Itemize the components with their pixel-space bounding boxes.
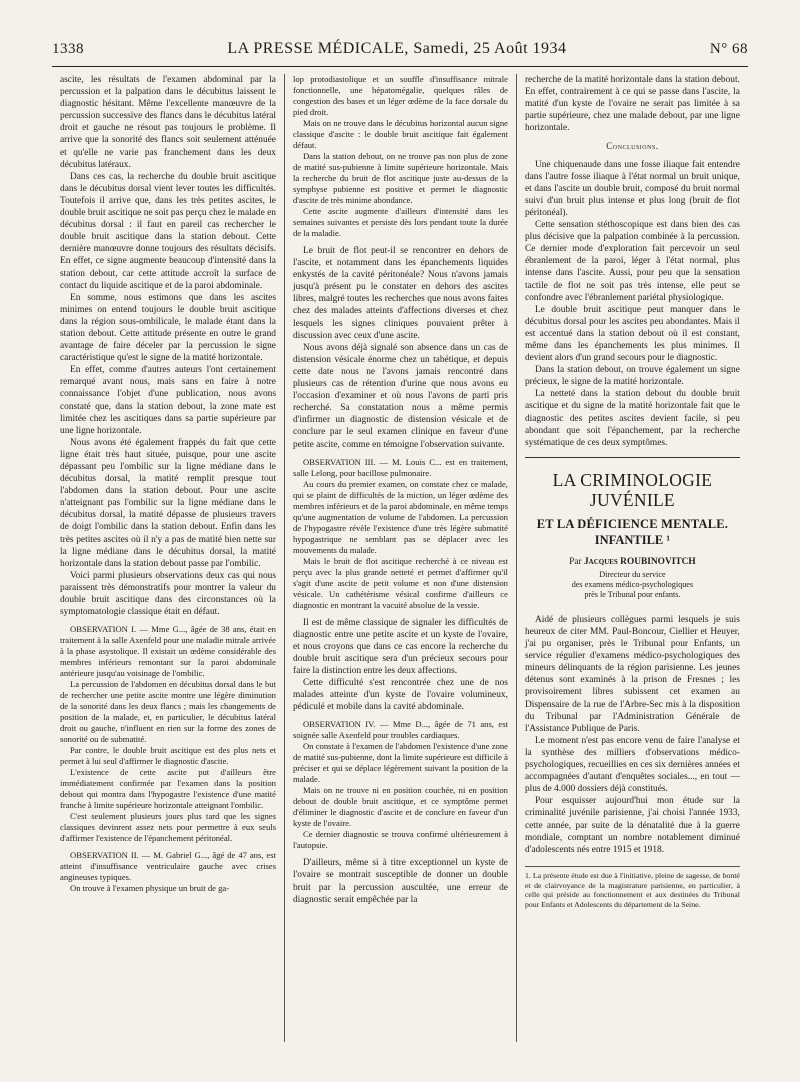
observation-paragraph: OBSERVATION III. — M. Louis C... est en traitement, salle Lelong, pour bacillose pulmonaire. (292, 456, 508, 478)
observation-paragraph: lop protodiastolique et un souffle d'insuffisance mitrale fonctionnelle, une hépatomégalie, quelques râles de congestion des bases et un léger œdème de la face dorsale du pied droit. (292, 74, 508, 117)
author-role (525, 570, 740, 600)
observation-paragraph: C'est seulement plusieurs jours plus tard que les signes classiques devinrent assez nets pour permettre à eux seuls d'affirmer l'existence de l'épanchement péritonéal. (60, 811, 276, 844)
article-subtitle: ET LA DÉFICIENCE MENTALE. (536, 516, 729, 531)
paragraph: Le bruit de flot peut-il se rencontrer en dehors de l'ascite, et notamment dans les épanchements liquides enkystés de la cavité péritonéale? Nous n'avons jamais jusqu'à présent pu le constater en dehors des ascites libres, malgré toutes les recherches que nous avons faites chez des malades atteints d'affections diverses et chez lesquels les signes cliniques pouvaient prêter à discussion avec ceux d'une ascite. (292, 246, 508, 341)
paragraph: Cette sensation stéthoscopique est dans bien des cas plus décisive que la palpation combinée à la percussion. Ce dernier mode d'exploration fait percevoir un seul ébranlement de la paroi, léger à l'état normal, plus intense dans l'ascite. Aussi, pour peu que la sensation tactile de flot ne soit pas très intense, elle peut se confondre avec l'ébranlement pariétal physiologique. (524, 220, 740, 303)
observation-paragraph: L'existence de cette ascite put d'ailleurs être immédiatement confirmée par l'examen dans la position debout qui montra dans l'hypogastre l'existence d'une matité franche à limite supérieure horizontale atteignant l'ombilic. (60, 767, 276, 811)
paragraph: recherche de la matité horizontale dans la station debout. En effet, contrairement à ce qui se passe dans l'ascite, la matité d'un kyste de l'ovaire ne serait pas limitée à sa partie supérieure, chez une malade debout, par une ligne horizontale. (524, 75, 740, 134)
paragraph: La netteté dans la station debout du double bruit ascitique et du signe de la matité horizontale fait que le diagnostic des petites ascites devient facile, si peu abondant que soit l'épanchement, par la recherche systématique de ces deux symptômes. (524, 389, 740, 448)
role-line: près le Tribunal pour enfants. (584, 589, 681, 599)
observation-paragraph: OBSERVATION I. — Mme G..., âgée de 38 ans, était en traitement à la salle Axenfeld pour une maladie mitrale arrivée à la phase asystolique. Il existait un œdème considérable des membres inférieurs remontant sur la paroi abdominale antérieure jusqu'au voisinage de l'ombilic. (60, 624, 276, 679)
column-1 (52, 74, 284, 1042)
paragraph: Nous avons déjà signalé son absence dans un cas de distension vésicale énorme chez un tabétique, et depuis cette date nous ne l'avons jamais rencontré dans plusieurs cas de rétention d'urine que nous avons eu l'occasion d'examiner et où nous l'avons de parti pris recherché. Sa constatation nous a même permis d'infirmer un diagnostic de distension vésicale et de conclure par le seul examen clinique en faveur d'une petite ascite, comme en témoigne l'observation suivante. (292, 342, 508, 450)
role-line: des examens médico-psychologiques (571, 579, 694, 589)
paragraph: Le double bruit ascitique peut manquer dans le décubitus dorsal pour les ascites peu abondantes. Mais il est accentué dans la station debout où il est constant, même dans les épanchements les plus minimes. Il devient alors d'un grand secours pour le diagnostic. (524, 304, 740, 364)
article-title: LA CRIMINOLOGIE JUVÉNILE (552, 469, 713, 510)
paragraph: Une chiquenaude dans une fosse iliaque fait entendre dans l'autre fosse iliaque à l'état normal un bruit unique, et dans l'ascite un double bruit, composé du bruit normal suivi d'un bruit plus intense et plus long (bruit de flot péritonéal). (524, 159, 740, 218)
paragraph: ascite, les résultats de l'examen abdominal par la percussion et la palpation dans le décubitus laissent le diagnostic hésitant. Même l'excellente manœuvre de la percussion successive des flancs dans le décubitus latéral droit et gauche ne résout pas toujours le problème. Il arrive que la sonorité des flancs soit seulement atténuée et qu'elle ne varie pas franchement dans les deux décubitus latéraux. (60, 75, 276, 170)
author-name: Jacques ROUBINOVITCH (583, 556, 696, 567)
observation-paragraph: OBSERVATION II. — M. Gabriel G..., âgé de 47 ans, est atteint d'insuffisance ventriculaire gauche avec crises angineuses typiques. (60, 850, 276, 883)
observation-paragraph: Dans la station debout, on ne trouve pas non plus de zone de matité sus-pubienne à limite supérieure horizontale. Mais la recherche du bruit de flot ascitique juste au-dessus de la symphyse pubienne est positive et permet le diagnostic d'ascite de très minime abondance. (292, 151, 508, 205)
paragraph: Cette difficulté s'est rencontrée chez une de nos malades atteinte d'un kyste de l'ovaire volumineux, pédiculé et mobile dans la cavité abdominale. (292, 678, 508, 713)
observation-paragraph: OBSERVATION IV. — Mme D..., âgée de 71 ans, est soignée salle Axenfeld pour troubles cardiaques. (292, 719, 508, 741)
paragraph: En somme, nous estimons que dans les ascites minimes on entend toujours le double bruit ascitique dans la région sous-ombilicale, le malade étant dans la station debout. Cette attitude présente en outre le grand avantage de faire déceler par la percussion le signe caractéristique qu'est le signe de la matité horizontale. (60, 292, 276, 364)
role-line: Directeur du service (599, 569, 666, 579)
new-article (525, 457, 740, 910)
observation-paragraph: Mais on ne trouve ni en position couchée, ni en position debout de double bruit ascitique, et ce symptôme permet d'éliminer le diagnostic d'ascite et de conclure en faveur d'un kyste de l'ovaire. (292, 785, 508, 829)
column-3 (516, 74, 748, 1042)
observation-paragraph: Ce dernier diagnostic se trouva confirmé ultérieurement à l'autopsie. (292, 829, 508, 851)
paragraph: Le moment n'est pas encore venu de faire l'analyse et la synthèse des milliers d'observations médico-psychologiques, recueillies en ces six dernières années et accompagnées d'autant d'enquêtes sociales..., en tout — plus de 4.000 dossiers déjà constitués. (524, 735, 740, 795)
page-number: 1338 (52, 41, 84, 57)
article-columns (52, 74, 748, 1042)
observation-paragraph: Mais le bruit de flot ascitique recherché à ce niveau est perçu avec la plus grande netteté et permet d'affirmer qu'il s'agit d'une ascite de petit volume et non d'une distension vésicale. Un cathétérisme vésical confirme d'ailleurs ce diagnostic en montrant la vacuité absolue de la vessie. (292, 555, 508, 610)
journal-title: LA PRESSE MÉDICALE, Samedi, 25 Août 1934 (227, 40, 567, 57)
paragraph: En effet, comme d'autres auteurs l'ont certainement remarqué avant nous, mais sans en faire à notre connaissance l'objet d'une publication, nous avons constaté que, dans la station debout, la zone mate est limitée chez les ascitiques dans sa partie supérieure par une ligne horizontale. (60, 365, 276, 436)
paragraph: Aidé de plusieurs collègues parmi lesquels je suis heureux de citer MM. Paul-Boncour, Ciellier et Heuyer, j'ai pu organiser, près le Tribunal pour Enfants, un service régulier d'examens médico-psychologiques des mineurs délinquants de la région parisienne. Les jeunes détenus sont examinés à la prison de Fresnes ; les provisoirement libres subissent cet examen au Dispensaire de la rue de l'Arbre-Sec mis à la disposition du Tribunal par l'Administration Générale de l'Assistance Publique de Paris. (524, 614, 740, 734)
paragraph: Pour esquisser aujourd'hui mon étude sur la criminalité juvénile parisienne, j'ai choisi l'année 1933, cette année, par suite de la dénatalité due à la guerre mondiale, comptant un nombre notablement diminué d'adolescents nés entre 1915 et 1918. (524, 796, 740, 855)
observation-paragraph: On constate à l'examen de l'abdomen l'existence d'une zone de matité sus-pubienne, dont la limite supérieure est difficile à préciser et qui se déplace légèrement suivant la position de la malade. (292, 741, 508, 785)
paragraph: D'ailleurs, même si à titre exceptionnel un kyste de l'ovaire se montrait susceptible de donner un double bruit par la percussion auscultée, une erreur de diagnostic serait empêchée par la (292, 858, 508, 905)
footnote: 1. La présente étude est due à l'initiative, pleine de sagesse, de bonté et de clairvoyance de la magistrature parisienne, en particulier, à celle qui préside au fonctionnement et aux destinées du Tribunal pour Enfants et Adolescents du département de la Seine. (525, 866, 740, 910)
issue-number: N° 68 (709, 41, 748, 57)
article-subtitle-2: INFANTILE ¹ (594, 532, 671, 547)
observation-paragraph: La percussion de l'abdomen en décubitus dorsal dans le but de rechercher une petite ascite montre une légère diminution de la sonorité dans les deux flancs ; mais les changements de position de la malade, et, en particulier, le décubitus latéral droit ou gauche, n'influent en rien sur la forme des zones de sonorité ou de submatité. (60, 679, 276, 745)
paragraph: Dans la station debout, on trouve également un signe précieux, le signe de la matité horizontale. (524, 365, 740, 388)
column-2 (284, 74, 516, 1042)
byline-prefix: Par (569, 556, 582, 567)
paragraph: Il est de même classique de signaler les difficultés de diagnostic entre une petite ascite et un kyste de l'ovaire, et nous croyons que dans ce cas encore la recherche du double bruit ascitique sera d'un précieux secours pour faire la distinction entre les deux affections. (292, 617, 508, 676)
observation-paragraph: On trouve à l'examen physique un bruit de ga- (70, 883, 230, 894)
section-heading: Conclusions. (606, 141, 659, 152)
observation-paragraph: Par contre, le double bruit ascitique est des plus nets et permet à lui seul d'affirmer le diagnostic d'ascite. (60, 745, 276, 767)
page-header (52, 40, 748, 67)
observation-paragraph: Cette ascite augmente d'ailleurs d'intensité dans les semaines suivantes et persiste dès lors pendant toute la durée de la maladie. (292, 206, 508, 238)
paragraph: Voici parmi plusieurs observations deux cas qui nous paraissent très démonstratifs pour montrer la valeur du double bruit ascitique dans des circonstances où la symptomatologie classique était en défaut. (60, 570, 276, 618)
observation-paragraph: Au cours du premier examen, on constate chez ce malade, qui se plaint de difficultés de la miction, un léger œdème des membres inférieurs et de la paroi abdominale, en même temps qu'une augmentation de volume de l'abdomen. La percussion de l'hypogastre révèle l'existence d'une très légère submatité hypogastrique ne semblant pas se déplacer avec les mouvements du malade. (292, 478, 508, 555)
paragraph: Nous avons été également frappés du fait que cette ligne était très haut située, puisque, pour une ascite dépassant peu l'ombilic sur la ligne médiane dans le décubitus dorsal, la matité remplit presque tout l'abdomen dans la station debout. Pour une ascite n'atteignant pas l'ombilic sur la ligne médiane dans le décubitus dorsal, la matité dépasse de plusieurs travers de doigt l'ombilic dans la station debout. Enfin dans les très petites ascites où il n'y a pas de matité bien nette sur la ligne médiane dans le décubitus dorsal, la matité horizontale dans la station debout passe par l'ombilic. (60, 437, 276, 569)
byline (525, 556, 740, 568)
paragraph: Dans ces cas, la recherche du double bruit ascitique dans le décubitus dorsal vient lever toutes les difficultés. Toutefois il arrive que, dans les très petites ascites, le double bruit ascitique ne soit pas perçu chez le malade en décubitus dorsal : il faut en pareil cas rechercher le double bruit ascitique dans la station debout. Cette dernière manœuvre donne toujours des résultats décisifs. En effet, ce signe augmente beaucoup d'intensité dans la station debout, car cette attitude accroît la surface de contact du liquide ascitique et de la paroi abdominale. (60, 171, 276, 291)
observation-paragraph: Mais on ne trouve dans le décubitus horizontal aucun signe classique d'ascite : le double bruit ascitique fait également défaut. (292, 118, 508, 150)
